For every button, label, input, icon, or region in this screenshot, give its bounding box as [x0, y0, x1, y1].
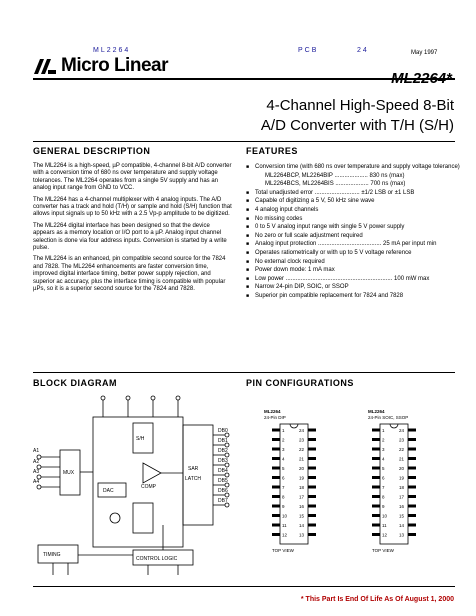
- pin-lead: [372, 505, 380, 508]
- pin-number: 12: [382, 532, 388, 538]
- feature-subitem: ML2264BCS, ML2264BIS .................... 700 ns (max): [265, 181, 406, 188]
- part-number: ML2264*: [391, 70, 452, 87]
- pin-number: 20: [299, 466, 305, 471]
- pin-number: 24: [299, 428, 305, 433]
- pin-lead: [372, 533, 380, 536]
- description-paragraph: The ML2264 is a high-speed, µP compatible, 4-channel 8-bit A/D converter with a conversion time of 680 ns over temperature and supply voltage tolerances. The ML2264 operates from a single 5V supply and has an analog input range from GND to VCC.: [33, 163, 232, 192]
- pin-lead: [272, 457, 280, 460]
- pin-lead: [308, 467, 316, 470]
- output-label: DB5: [218, 478, 228, 484]
- timing-label: TIMING: [43, 552, 61, 558]
- feature-item: ■ No zero or full scale adjustment required: [246, 232, 468, 241]
- pin-lead: [272, 448, 280, 451]
- pin-number: 11: [282, 523, 287, 528]
- pin-diagrams: [240, 422, 455, 552]
- pin-lead: [372, 429, 380, 432]
- pin-lead: [308, 533, 316, 536]
- latch-label: LATCH: [185, 476, 202, 482]
- pin-lead: [272, 486, 280, 489]
- mux-label: MUX: [63, 470, 75, 476]
- pin-lead: [272, 533, 280, 536]
- output-label: DB4: [218, 468, 228, 474]
- pin-number: 22: [399, 447, 405, 452]
- pin-lead: [408, 476, 416, 479]
- feature-item: ■ Total unadjusted error ........................... ±1/2 LSB or ±1 LSB: [246, 189, 468, 198]
- feature-item: ■ Analog input protection ...................................... 25 mA per input min: [246, 240, 468, 249]
- pin-lead: [308, 495, 316, 498]
- pin-lead: [408, 438, 416, 441]
- part-code-header: ML2264: [93, 47, 131, 54]
- description-paragraph: The ML2264 has a 4-channel multiplexer with 4 analog inputs. The A/D converter has a track and hold (T/H) or sample and hold (S/H) function that allows input signals up to 50 kHz with a 2.5 Vp-p amplitude to be digitized.: [33, 196, 232, 218]
- pin-number: 2: [282, 437, 285, 443]
- feature-item: ■ No external clock required: [246, 258, 468, 267]
- pin-number: 5: [382, 466, 385, 471]
- pin-lead: [372, 448, 380, 451]
- pin-number: 13: [399, 532, 405, 538]
- pin-lead: [408, 505, 416, 508]
- pin-lead: [272, 514, 280, 517]
- pin-lead: [308, 448, 316, 451]
- feature-item: ■ No missing codes: [246, 215, 468, 224]
- feature-item: ■ Capable of digitizing a 5 V, 50 kHz sine wave: [246, 197, 468, 206]
- pin-lead: [272, 524, 280, 527]
- description-paragraph: The ML2264 digital interface has been designed so that the device appears as a memory location or I/O port to a µP. Analog input channel selection is done via four address inputs. Conversion is started by a write pulse.: [33, 222, 227, 252]
- pin-number: 16: [299, 504, 305, 509]
- pin-lead: [308, 429, 316, 432]
- end-of-life-note: * This Part Is End Of Life As Of August 1, 2000: [300, 596, 454, 603]
- pin-number: 19: [399, 475, 405, 481]
- pin-number: 7: [282, 485, 285, 490]
- pin-lead: [308, 505, 316, 508]
- comparator-block: [143, 463, 161, 483]
- sh-label: S/H: [136, 436, 145, 442]
- pin-number: 14: [299, 523, 305, 528]
- pin-number: 17: [399, 494, 405, 500]
- page-title-line2: A/D Converter with T/H (S/H): [260, 117, 454, 134]
- pin-number: 15: [299, 513, 305, 519]
- output-label: DB1: [218, 438, 228, 444]
- input-label: A3: [33, 469, 40, 475]
- pin-lead: [272, 505, 280, 508]
- pin-lead: [372, 438, 380, 441]
- pin-number: 21: [399, 456, 405, 462]
- soic-subtitle: 24-Pin SOIC, SSOP: [368, 415, 409, 420]
- input-label: A1: [33, 448, 40, 454]
- general-description-heading: GENERAL DESCRIPTION: [33, 146, 151, 156]
- logo: [33, 55, 168, 77]
- output-label: DB7: [218, 498, 228, 504]
- pin-lead: [408, 429, 416, 432]
- pin-lead: [408, 486, 416, 489]
- pin-number: 20: [399, 466, 405, 471]
- pin-lead: [372, 514, 380, 517]
- feature-item: ■ 4 analog input channels: [246, 206, 468, 215]
- dip-subtitle: 24-Pin DIP: [264, 415, 286, 420]
- feature-item: ■ Low power ................................................................ 100 mW max: [246, 275, 468, 284]
- pin-number: 12: [282, 532, 288, 538]
- general-description-body: [33, 163, 233, 298]
- feature-item: ■ Superior pin compatible replacement for 7824 and 7828: [246, 292, 468, 301]
- pin-number: 1: [282, 428, 285, 433]
- pin-lead: [308, 524, 316, 527]
- dac-label: DAC: [103, 488, 114, 494]
- pin-number: 23: [399, 437, 405, 443]
- top-view-label: TOP VIEW: [372, 548, 394, 553]
- output-label: DB3: [218, 458, 228, 464]
- block-diagram: [33, 395, 238, 580]
- output-label: DB6: [218, 488, 228, 494]
- dip-title: ML2264: [264, 409, 281, 414]
- date: May 1997: [411, 50, 438, 56]
- pin-number: 4: [382, 456, 385, 462]
- page-number-header: 24: [357, 47, 369, 54]
- pin-lead: [272, 467, 280, 470]
- top-view-label: TOP VIEW: [272, 548, 294, 553]
- feature-item: ■ Operates ratiometrically or with up to 5 V voltage reference: [246, 249, 468, 258]
- feature-subitem: ML2264BCP, ML2264BIP .................... 830 ns (max): [265, 172, 405, 179]
- pin-number: 17: [299, 494, 305, 500]
- pin-configurations-heading: PIN CONFIGURATIONS: [246, 378, 354, 388]
- pin-number: 18: [299, 485, 305, 490]
- pin-number: 6: [382, 475, 385, 481]
- pin-lead: [372, 495, 380, 498]
- feature-item: ■ 0 to 5 V analog input range with single 5 V power supply: [246, 223, 468, 232]
- pin-lead: [372, 476, 380, 479]
- pin-number: 14: [399, 523, 405, 528]
- pin-number: 22: [299, 447, 305, 452]
- features-list: [246, 163, 468, 301]
- pin-number: 2: [382, 437, 385, 443]
- pin-lead: [408, 448, 416, 451]
- title-rule: [33, 141, 455, 142]
- pin-lead: [408, 495, 416, 498]
- pin-number: 3: [382, 447, 385, 452]
- pin-number: 23: [299, 437, 305, 443]
- pin-number: 4: [282, 456, 285, 462]
- pin-number: 9: [282, 504, 285, 509]
- sar-label: SAR: [188, 466, 199, 472]
- input-label: A4: [33, 479, 40, 485]
- description-paragraph: The ML2264 is an enhanced, pin compatible second source for the 7824 and 7828. The ML2264 enhancements are faster conversion time, improved digital interface timing, better power supply rejection, and superior ac accuracy, plus the interface timing is compatible with popular µPs, so it is a superior second source for the 7824 and 7828.: [33, 256, 226, 293]
- pin-number: 1: [382, 428, 385, 433]
- pin-number: 11: [382, 523, 387, 528]
- pin-lead: [272, 438, 280, 441]
- pin-number: 19: [299, 475, 305, 481]
- micro-linear-logo-icon: [33, 57, 57, 75]
- pin-lead: [372, 524, 380, 527]
- input-label: A2: [33, 459, 40, 465]
- pin-number: 8: [282, 494, 285, 500]
- section-rule: [33, 372, 455, 373]
- pin-lead: [272, 429, 280, 432]
- doc-code-header: PCB: [298, 47, 319, 54]
- block-diagram-heading: BLOCK DIAGRAM: [33, 378, 117, 388]
- pin-lead: [372, 457, 380, 460]
- pin-lead: [272, 476, 280, 479]
- pin-number: 8: [382, 494, 385, 500]
- pin-lead: [308, 514, 316, 517]
- pin-number: 3: [282, 447, 285, 452]
- feature-item: ■ Power down mode: 1 mA max: [246, 266, 468, 275]
- pin-number: 10: [382, 513, 388, 519]
- pin-number: 5: [282, 466, 285, 471]
- pin-lead: [372, 467, 380, 470]
- control-logic-label: CONTROL LOGIC: [136, 556, 178, 562]
- pin-number: 16: [399, 504, 405, 509]
- feature-item: ■ Narrow 24-pin DIP, SOIC, or SSOP: [246, 283, 468, 292]
- pin-number: 9: [382, 504, 385, 509]
- feature-item: ■ Conversion time (with 680 ns over temperature and supply voltage tolerance): [246, 163, 468, 172]
- pin-lead: [408, 524, 416, 527]
- page-title-line1: 4-Channel High-Speed 8-Bit: [266, 97, 454, 114]
- output-label: DB2: [218, 448, 228, 454]
- soic-title: ML2264: [368, 409, 385, 414]
- pin-lead: [308, 476, 316, 479]
- pin-number: 7: [382, 485, 385, 490]
- comp-label: COMP: [141, 484, 156, 490]
- pin-lead: [308, 486, 316, 489]
- pin-lead: [408, 514, 416, 517]
- logo-text: Micro Linear: [61, 55, 168, 76]
- pin-number: 6: [282, 475, 285, 481]
- features-heading: FEATURES: [246, 146, 298, 156]
- output-label: DB0: [218, 428, 228, 434]
- pin-number: 18: [399, 485, 405, 490]
- pin-lead: [308, 438, 316, 441]
- pin-number: 24: [399, 428, 405, 433]
- pin-lead: [372, 486, 380, 489]
- pin-number: 13: [299, 532, 305, 538]
- footer-rule: [33, 586, 455, 587]
- pin-number: 15: [399, 513, 405, 519]
- pin-lead: [408, 457, 416, 460]
- sar-latch-block: [183, 425, 213, 525]
- pin-number: 10: [282, 513, 288, 519]
- pin-lead: [308, 457, 316, 460]
- pin-lead: [272, 495, 280, 498]
- pin-lead: [408, 467, 416, 470]
- pin-lead: [408, 533, 416, 536]
- pin-number: 21: [299, 456, 305, 462]
